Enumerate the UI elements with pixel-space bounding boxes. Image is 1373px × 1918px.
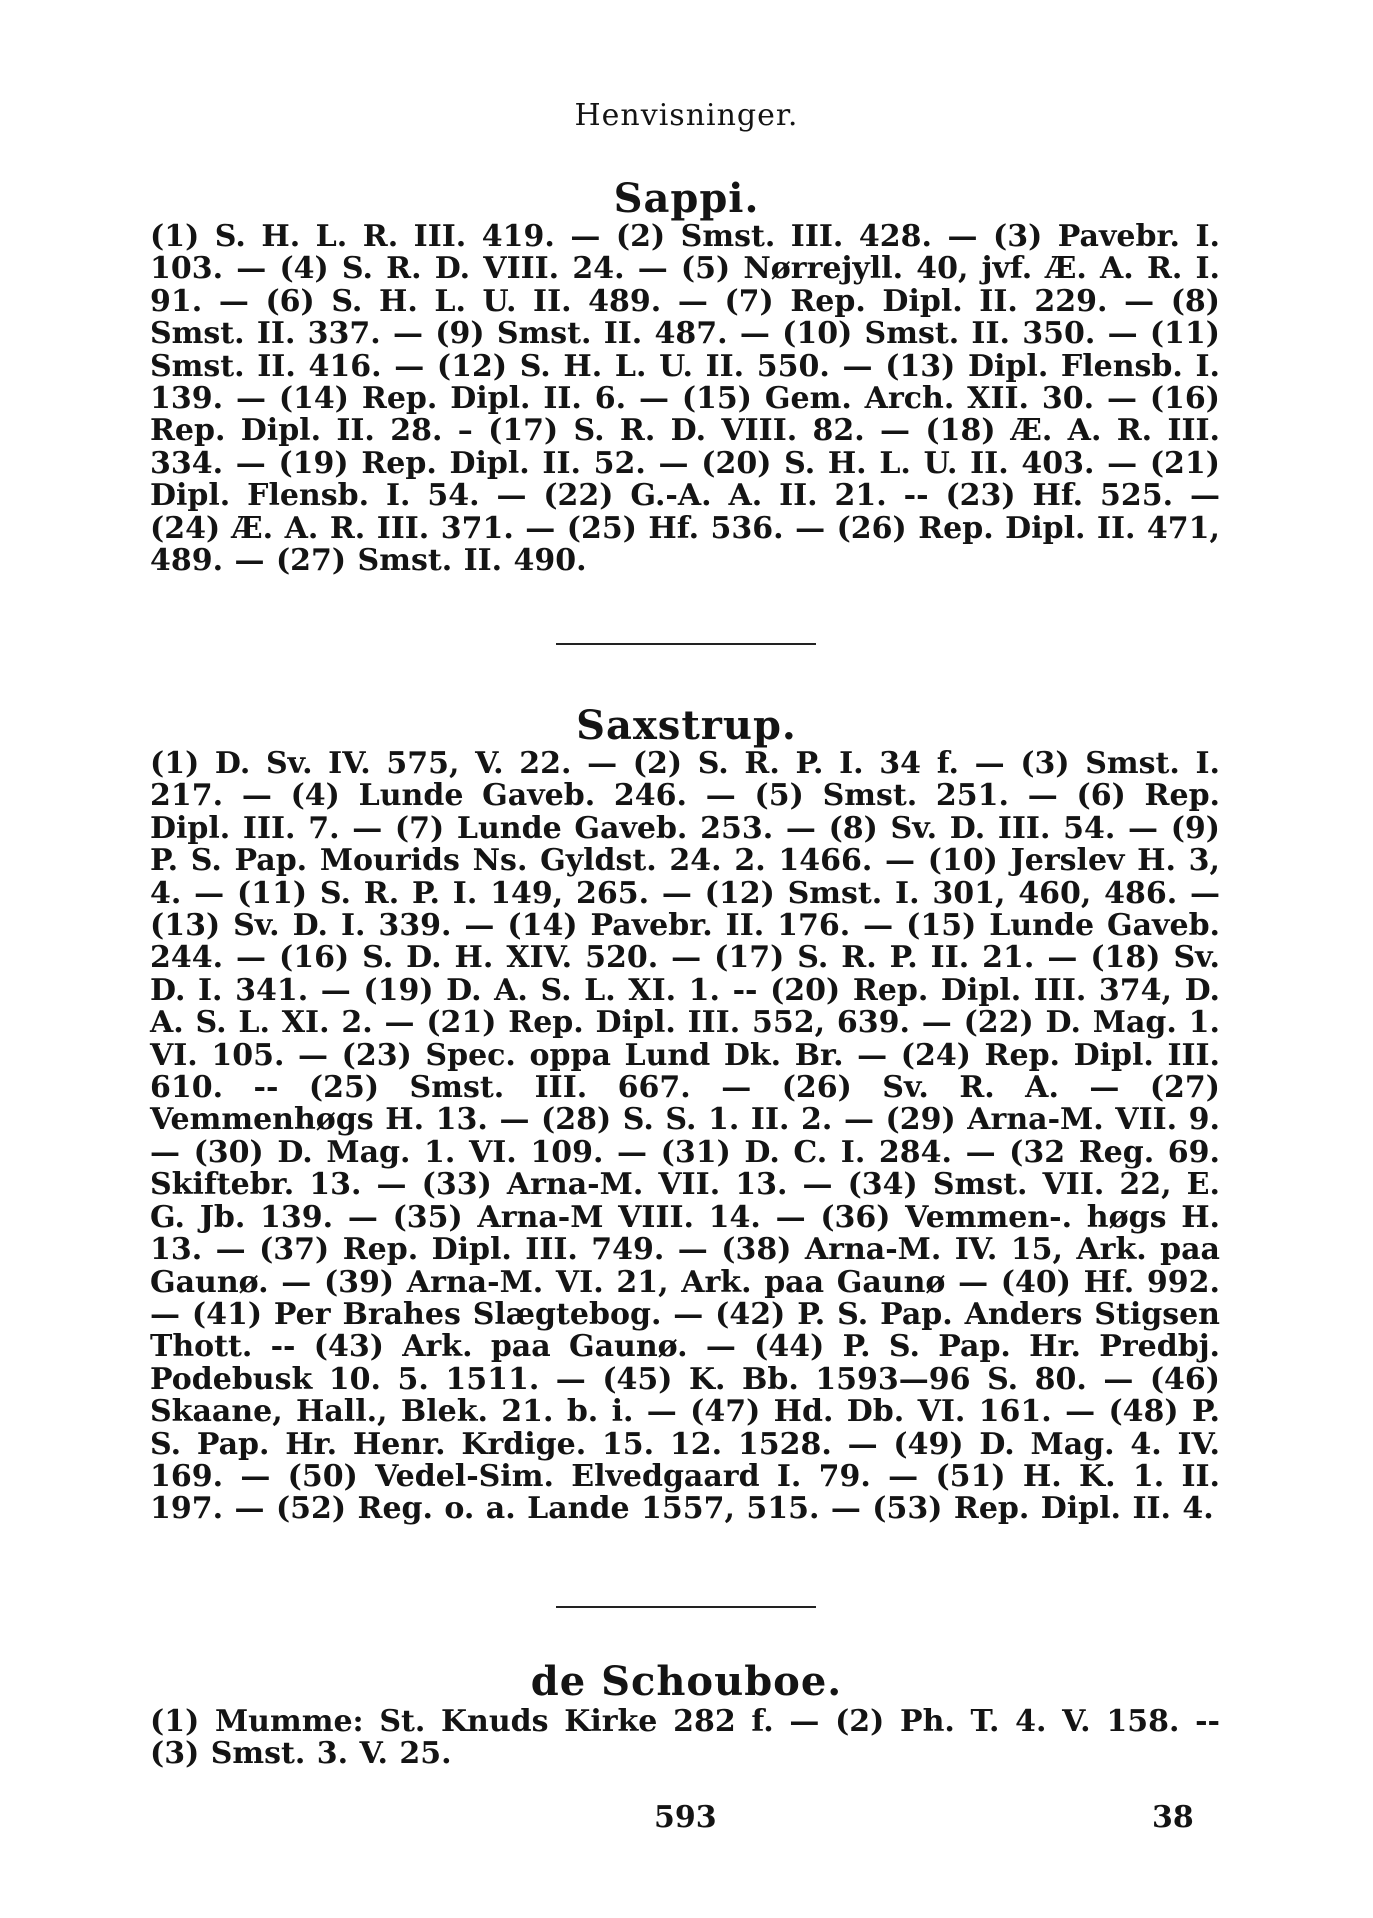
section-title-sappi: Sappi. (613, 175, 760, 222)
running-head: Henvisninger. (574, 98, 799, 133)
section-references-schouboe: (1) Mumme: St. Knuds Kirke 282 f. — (2) Ph. T. 4. V. 158. -- (3) Smst. 3. V. 25. (150, 1704, 1220, 1772)
section-title-schouboe: de Schouboe. (530, 1658, 843, 1705)
page-number: 593 (654, 1800, 717, 1835)
section-references-saxstrup: (1) D. Sv. IV. 575, V. 22. — (2) S. R. P. I. 34 f. — (3) Smst. I. 217. — (4) Lunde Gaveb. 246. — (5) Smst. 251. — (6) Rep. Dipl. III. 7. — (7) Lunde Gaveb. 253. — (8) Sv. D. III. 54. — (9) P. S. Pap. Mourids Ns. Gyldst. 24. 2. 1466. — (10) Jerslev H. 3, 4. — (11) S. R. P. I. 149, 265. — (12) Smst. I. 301, 460, 486. — (13) Sv. D. I. 339. — (14) Pavebr. II. 176. — (15) Lunde Gaveb. 244. — (16) S. D. H. XIV. 520. — (17) S. R. P. II. 21. — (18) Sv. D. I. 341. — (19) D. A. S. L. XI. 1. -- (20) Rep. Dipl. III. 374, D. A. S. L. XI. 2. — (21) Rep. Dipl. III. 552, 639. — (22) D. Mag. 1. VI. 105. — (23) Spec. oppa Lund Dk. Br. — (24) Rep. Dipl. III. 610. -- (25) Smst. III. 667. — (26) Sv. R. A. — (27) Vemmenhøgs H. 13. — (28) S. S. 1. II. 2. — (29) Arna-M. VII. 9. — (30) D. Mag. 1. VI. 109. — (31) D. C. I. 284. — (32 Reg. 69. Skiftebr. 13. — (33) Arna-M. VII. 13. — (34) Smst. VII. 22, E. G. Jb. 139. — (35) Arna-M VIII. 14. — (36) Vemmen-. høgs H. 13. — (37) Rep. Dipl. III. 749. — (38) Arna-M. IV. 15, Ark. paa Gaunø. — (39) Arna-M. VI. 21, Ark. paa Gaunø — (40) Hf. 992. — (41) Per Brahes Slægtebog. — (42) P. S. Pap. Anders Stigsen Thott. -- (43) Ark. paa Gaunø. — (44) P. S. Pap. Hr. Predbj. Podebusk 10. 5. 1511. — (45) K. Bb. 1593—96 S. 80. — (46) Skaane, Hall., Blek. 21. b. i. — (47) Hd. Db. VI. 161. — (48) P. S. Pap. Hr. Henr. Krdige. 15. 12. 1528. — (49) D. Mag. 4. IV. 169. — (50) Vedel-Sim. Elvedgaard I. 79. — (51) H. K. 1. II. 197. — (52) Reg. o. a. Lande 1557, 515. — (53) Rep. Dipl. II. 4. (150, 746, 1220, 1527)
section-title-saxstrup: Saxstrup. (576, 702, 797, 749)
section-divider (556, 643, 816, 645)
sheet-signature-number: 38 (1152, 1800, 1194, 1835)
section-divider (556, 1606, 816, 1608)
section-references-sappi: (1) S. H. L. R. III. 419. — (2) Smst. III. 428. — (3) Pavebr. I. 103. — (4) S. R. D. VIII. 24. — (5) Nørrejyll. 40, jvf. Æ. A. R. I. 91. — (6) S. H. L. U. II. 489. — (7) Rep. Dipl. II. 229. — (8) Smst. II. 337. — (9) Smst. II. 487. — (10) Smst. II. 350. — (11) Smst. II. 416. — (12) S. H. L. U. II. 550. — (13) Dipl. Flensb. I. 139. — (14) Rep. Dipl. II. 6. — (15) Gem. Arch. XII. 30. — (16) Rep. Dipl. II. 28. – (17) S. R. D. VIII. 82. — (18) Æ. A. R. III. 334. — (19) Rep. Dipl. II. 52. — (20) S. H. L. U. II. 403. — (21) Dipl. Flensb. I. 54. — (22) G.-A. A. II. 21. -- (23) Hf. 525. — (24) Æ. A. R. III. 371. — (25) Hf. 536. — (26) Rep. Dipl. II. 471, 489. — (27) Smst. II. 490. (150, 219, 1220, 579)
